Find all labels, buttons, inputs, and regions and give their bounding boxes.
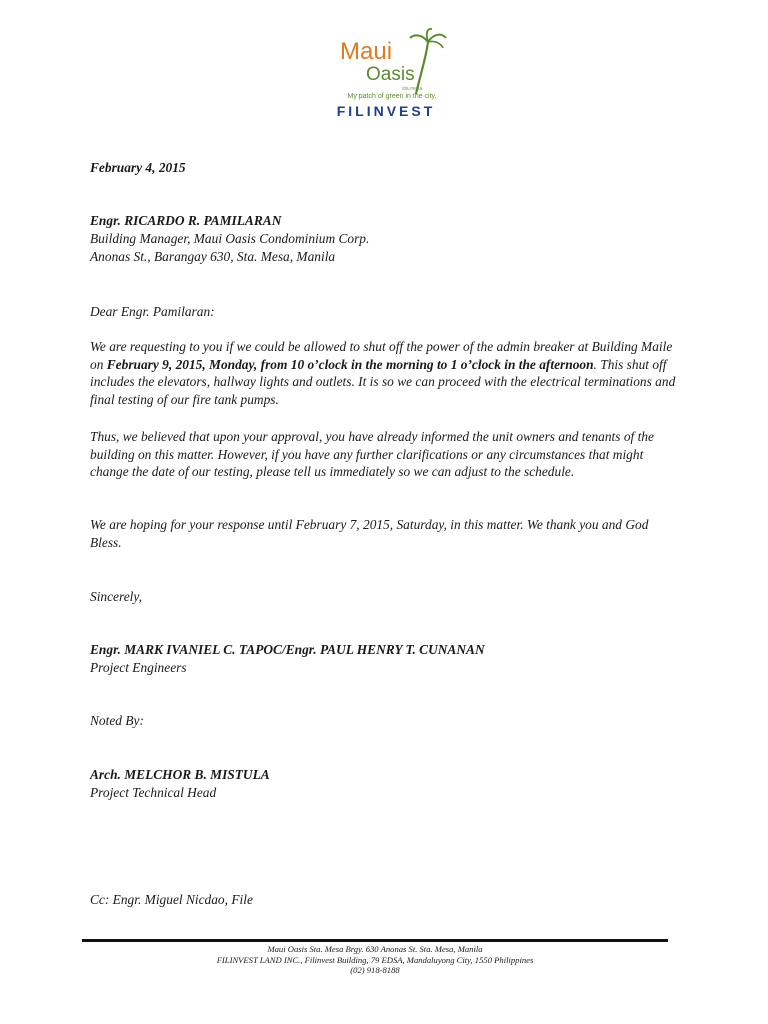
body-paragraph-2: Thus, we believed that upon your approval, you have already informed the unit owners and tenants of the building on this matter. However, if you have any further clarifications or any circumstances that might change the date of our testing, please tell us immediately so we can adjust to the schedule. bbox=[90, 429, 654, 479]
footer-address bbox=[82, 944, 668, 976]
letter-date: February 4, 2015 bbox=[90, 160, 186, 175]
logo-maui-text: Maui bbox=[340, 38, 393, 65]
recipient-address: Anonas St., Barangay 630, Sta. Mesa, Manila bbox=[90, 249, 336, 264]
logo-small-mark: sta.mesa bbox=[402, 86, 423, 92]
body-paragraph-3: We are hoping for your response until February 7, 2015, Saturday, in this matter. We thank you and God Bless. bbox=[90, 517, 649, 550]
salutation: Dear Engr. Pamilaran: bbox=[90, 304, 215, 319]
footer-line-1: Maui Oasis Sta. Mesa Brgy. 630 Anonas St. Sta. Mesa, Manila bbox=[267, 944, 483, 954]
signatory-2-title: Project Technical Head bbox=[90, 785, 217, 800]
body-paragraph-1: We are requesting to you if we could be allowed to shut off the power of the admin breaker at Building Maile on February 9, 2015, Monday, from 10 o’clock in the morning to 1 o’clock in the afternoon. This shut off includes the elevators, hallway lights and outlets. It is so we can proceed with the electrical terminations and final testing of our fire tank pumps. bbox=[90, 339, 676, 407]
logo-oasis-text: Oasis bbox=[366, 64, 415, 85]
footer-line-3: (02) 918-8188 bbox=[350, 965, 400, 975]
signatory-1-title: Project Engineers bbox=[90, 660, 187, 675]
closing: Sincerely, bbox=[90, 589, 142, 604]
noted-by-label: Noted By: bbox=[90, 713, 144, 728]
footer-divider bbox=[82, 939, 668, 942]
maui-oasis-filinvest-logo bbox=[318, 28, 458, 124]
recipient-name: Engr. RICARDO R. PAMILARAN bbox=[90, 213, 282, 228]
logo-tagline: My patch of green in the city. bbox=[347, 93, 437, 100]
logo-brand-text: FILINVEST bbox=[336, 103, 436, 119]
footer-line-2: FILINVEST LAND INC., Filinvest Building, 79 EDSA, Mandaluyong City, 1550 Philippines bbox=[216, 954, 534, 965]
recipient-title: Building Manager, Maui Oasis Condominium Corp. bbox=[90, 231, 370, 246]
signatory-1-name: Engr. MARK IVANIEL C. TAPOC/Engr. PAUL HENRY T. CUNANAN bbox=[90, 642, 485, 657]
shutoff-schedule: February 9, 2015, Monday, from 10 o’clock in the morning to 1 o’clock in the afternoon bbox=[106, 356, 594, 372]
cc-line: Cc: Engr. Miguel Nicdao, File bbox=[90, 892, 253, 907]
signatory-2-name: Arch. MELCHOR B. MISTULA bbox=[90, 767, 270, 782]
